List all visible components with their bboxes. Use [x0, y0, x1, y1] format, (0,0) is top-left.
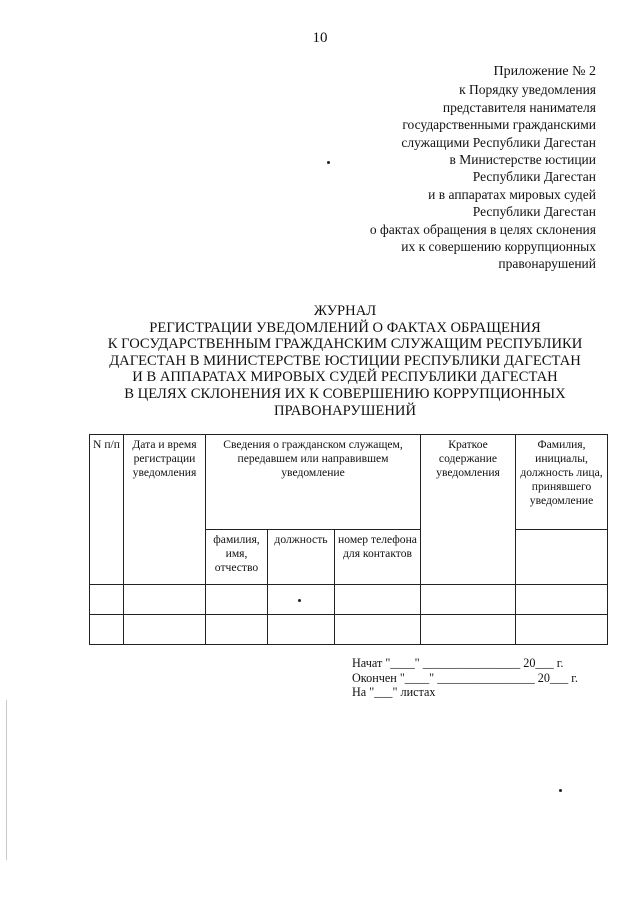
footer-sheets: На "___" листах: [352, 685, 436, 700]
subheader-position: должность: [268, 530, 335, 585]
subheader-phone: номер телефона для контактов: [335, 530, 421, 585]
appendix-line: в Министерстве юстиции: [449, 152, 596, 168]
table-cell: [335, 585, 421, 615]
title-line: ДАГЕСТАН В МИНИСТЕРСТВЕ ЮСТИЦИИ РЕСПУБЛИКИ ДАГЕСТАН: [109, 352, 581, 369]
title-line: РЕГИСТРАЦИИ УВЕДОМЛЕНИЙ О ФАКТАХ ОБРАЩЕНИЯ: [149, 319, 541, 336]
table-header-row: [90, 435, 608, 530]
header-datetime: Дата и время регистрации уведомления: [124, 435, 206, 585]
title-line: ЖУРНАЛ: [313, 303, 377, 319]
journal-footer: [352, 656, 578, 700]
appendix-line: Приложение № 2: [493, 64, 596, 79]
table-cell: [268, 585, 335, 615]
footer-ended: Окончен "____" ________________ 20___ г.: [352, 670, 578, 685]
appendix-line: служащими Республики Дагестан: [401, 134, 596, 150]
title-line: И В АППАРАТАХ МИРОВЫХ СУДЕЙ РЕСПУБЛИКИ ДАГЕСТАН: [132, 369, 558, 386]
journal-table: [89, 434, 608, 645]
scan-speck: [559, 789, 562, 792]
scan-edge-line: [6, 700, 7, 860]
footer-started: Начат "____" ________________ 20___ г.: [352, 656, 564, 670]
title-line: К ГОСУДАРСТВЕННЫМ ГРАЖДАНСКИМ СЛУЖАЩИМ РЕСПУБЛИКИ: [107, 336, 583, 353]
table-cell: [206, 615, 268, 645]
subheader-receiver-empty: [516, 530, 608, 585]
appendix-line: о фактах обращения в целях склонения: [369, 221, 596, 237]
title-line: В ЦЕЛЯХ СКЛОНЕНИЯ ИХ К СОВЕРШЕНИЮ КОРРУПЦИОННЫХ: [124, 385, 566, 402]
table-cell: [421, 585, 516, 615]
appendix-header: [370, 63, 596, 273]
table-cell: [90, 615, 124, 645]
page-number: 10: [312, 30, 328, 46]
table-cell: [268, 615, 335, 645]
appendix-line: государственными гражданскими: [402, 117, 596, 133]
appendix-line: представителя нанимателя: [442, 99, 596, 115]
appendix-line: Республики Дагестан: [472, 204, 596, 220]
title-line: ПРАВОНАРУШЕНИЙ: [273, 402, 417, 419]
table-cell: [335, 615, 421, 645]
document-title: [70, 303, 620, 419]
table-row: [90, 615, 608, 645]
header-summary: Краткое содержание уведомления: [421, 435, 516, 585]
table-cell: [124, 615, 206, 645]
appendix-line: правонарушений: [498, 256, 596, 272]
table-cell: [516, 585, 608, 615]
subheader-name: фамилия, имя, отчество: [206, 530, 268, 585]
table-cell: [516, 615, 608, 645]
table-cell: [124, 585, 206, 615]
table-cell: [421, 615, 516, 645]
table-row: [90, 585, 608, 615]
table-cell: [206, 585, 268, 615]
scan-speck: [298, 599, 301, 602]
header-number: N п/п: [90, 435, 124, 585]
table-cell: [90, 585, 124, 615]
header-receiver: Фамилия, инициалы, должность лица, принявшего уведомление: [516, 435, 608, 530]
appendix-line: Республики Дагестан: [472, 169, 596, 185]
appendix-line: и в аппаратах мировых судей: [428, 186, 596, 202]
appendix-line: их к совершению коррупционных: [401, 239, 596, 255]
header-servant-info: Сведения о гражданском служащем, передавшем или направившем уведомление: [206, 435, 421, 530]
scan-speck: [327, 161, 330, 164]
appendix-line: к Порядку уведомления: [459, 82, 596, 98]
